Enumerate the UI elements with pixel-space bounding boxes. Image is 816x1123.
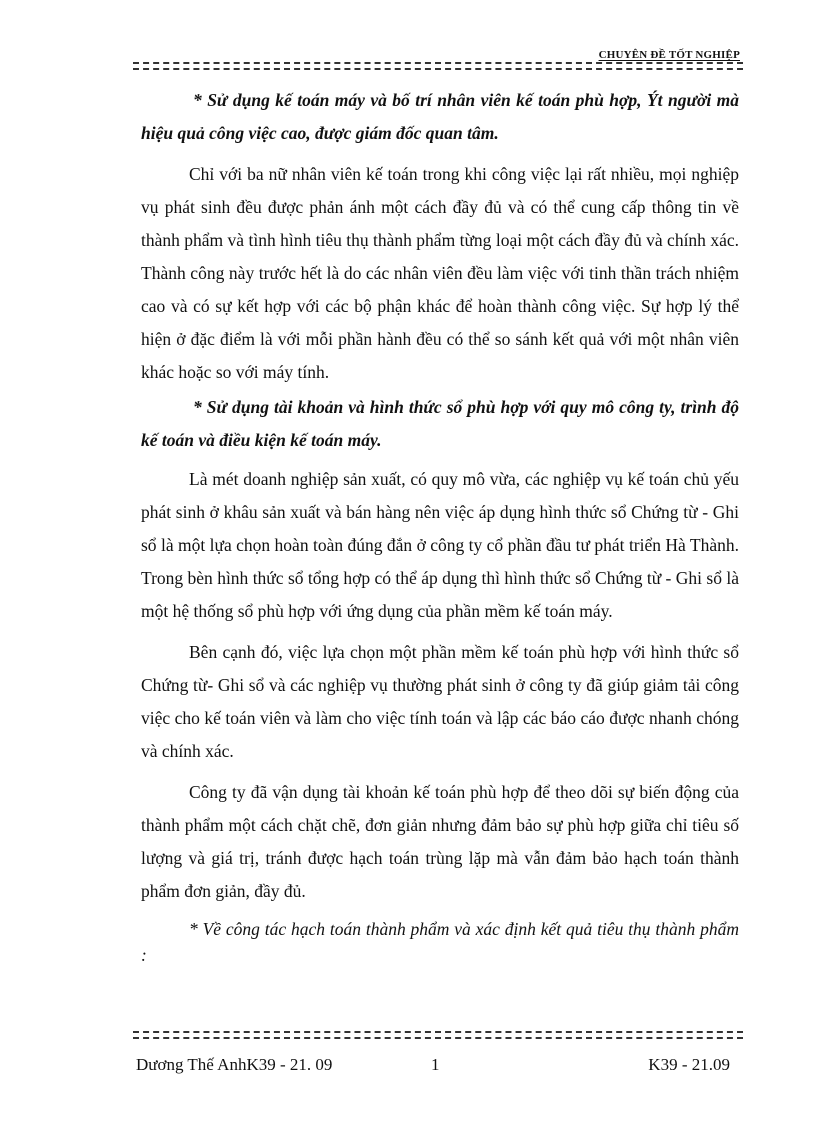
header-rule-lower [133, 68, 743, 70]
footer-rule-lower [133, 1037, 743, 1039]
footer-page-number: 1 [431, 1055, 440, 1074]
body-paragraph: Bên cạnh đó, việc lựa chọn một phần mềm kế toán phù hợp với hình thức sổ Chứng từ- Ghi sổ và các nghiệp vụ thường phát sinh ở công ty đã giúp giảm tải công việc cho kế toán viên và làm cho việc tính toán và lập các báo cáo được nhanh chóng và chính xác. [141, 642, 739, 761]
body-paragraph: Chỉ với ba nữ nhân viên kế toán trong khi công việc lại rất nhiều, mọi nghiệp vụ phát sinh đều được phản ánh một cách đầy đủ và có thể cung cấp thông tin về thành phẩm và tình hình tiêu thụ thành phẩm từng loại một cách đầy đủ và chính xác. Thành công này trước hết là do các nhân viên đều làm việc với tinh thần trách nhiệm cao và có sự kết hợp với các bộ phận khác để hoàn thành công việc. Sự hợp lý thể hiện ở đặc điểm là với mỗi phần hành đều có thể so sánh kết quả với một nhân viên khác hoặc so với máy tính. [141, 164, 739, 382]
section-heading-paragraph: * Sử dụng kế toán máy và bố trí nhân viên kế toán phù hợp, Ýt người mà hiệu quả công việc cao, được giám đốc quan tâm. [141, 90, 739, 143]
footer-author: Dương Thế AnhK39 - 21. 09 [136, 1055, 333, 1074]
document-body [141, 84, 739, 968]
italic-note-paragraph: * Về công tác hạch toán thành phẩm và xác định kết quả tiêu thụ thành phẩm : [141, 919, 739, 965]
footer-rule-upper [133, 1031, 743, 1033]
body-paragraph: Là mét doanh nghiệp sản xuất, có quy mô vừa, các nghiệp vụ kế toán chủ yếu phát sinh ở khâu sản xuất và bán hàng nên việc áp dụng hình thức sổ Chứng từ - Ghi sổ là một lựa chọn hoàn toàn đúng đắn ở công ty cổ phần đầu tư phát triển Hà Thành. Trong bèn hình thức sổ tổng hợp có thể áp dụng thì hình thức sổ Chứng từ - Ghi sổ là một hệ thống sổ phù hợp với ứng dụng của phần mềm kế toán máy. [141, 469, 739, 621]
footer-class-code: K39 - 21.09 [648, 1055, 730, 1074]
body-paragraph: Công ty đã vận dụng tài khoản kế toán phù hợp để theo dõi sự biến động của thành phẩm một cách chặt chẽ, đơn giản nhưng đảm bảo sự phù hợp giữa chỉ tiêu số lượng và giá trị, tránh được hạch toán trùng lặp mà vẫn đảm bảo hạch toán thành phẩm đơn giản, đầy đủ. [141, 782, 739, 901]
header-rule-upper [133, 62, 743, 64]
section-heading-paragraph: * Sử dụng tài khoản và hình thức sổ phù hợp với quy mô công ty, trình độ kế toán và điều kiện kế toán máy. [141, 397, 739, 450]
page-footer [136, 1055, 730, 1077]
document-header-title: CHUYÊN ĐỀ TỐT NGHIỆP [598, 49, 740, 61]
